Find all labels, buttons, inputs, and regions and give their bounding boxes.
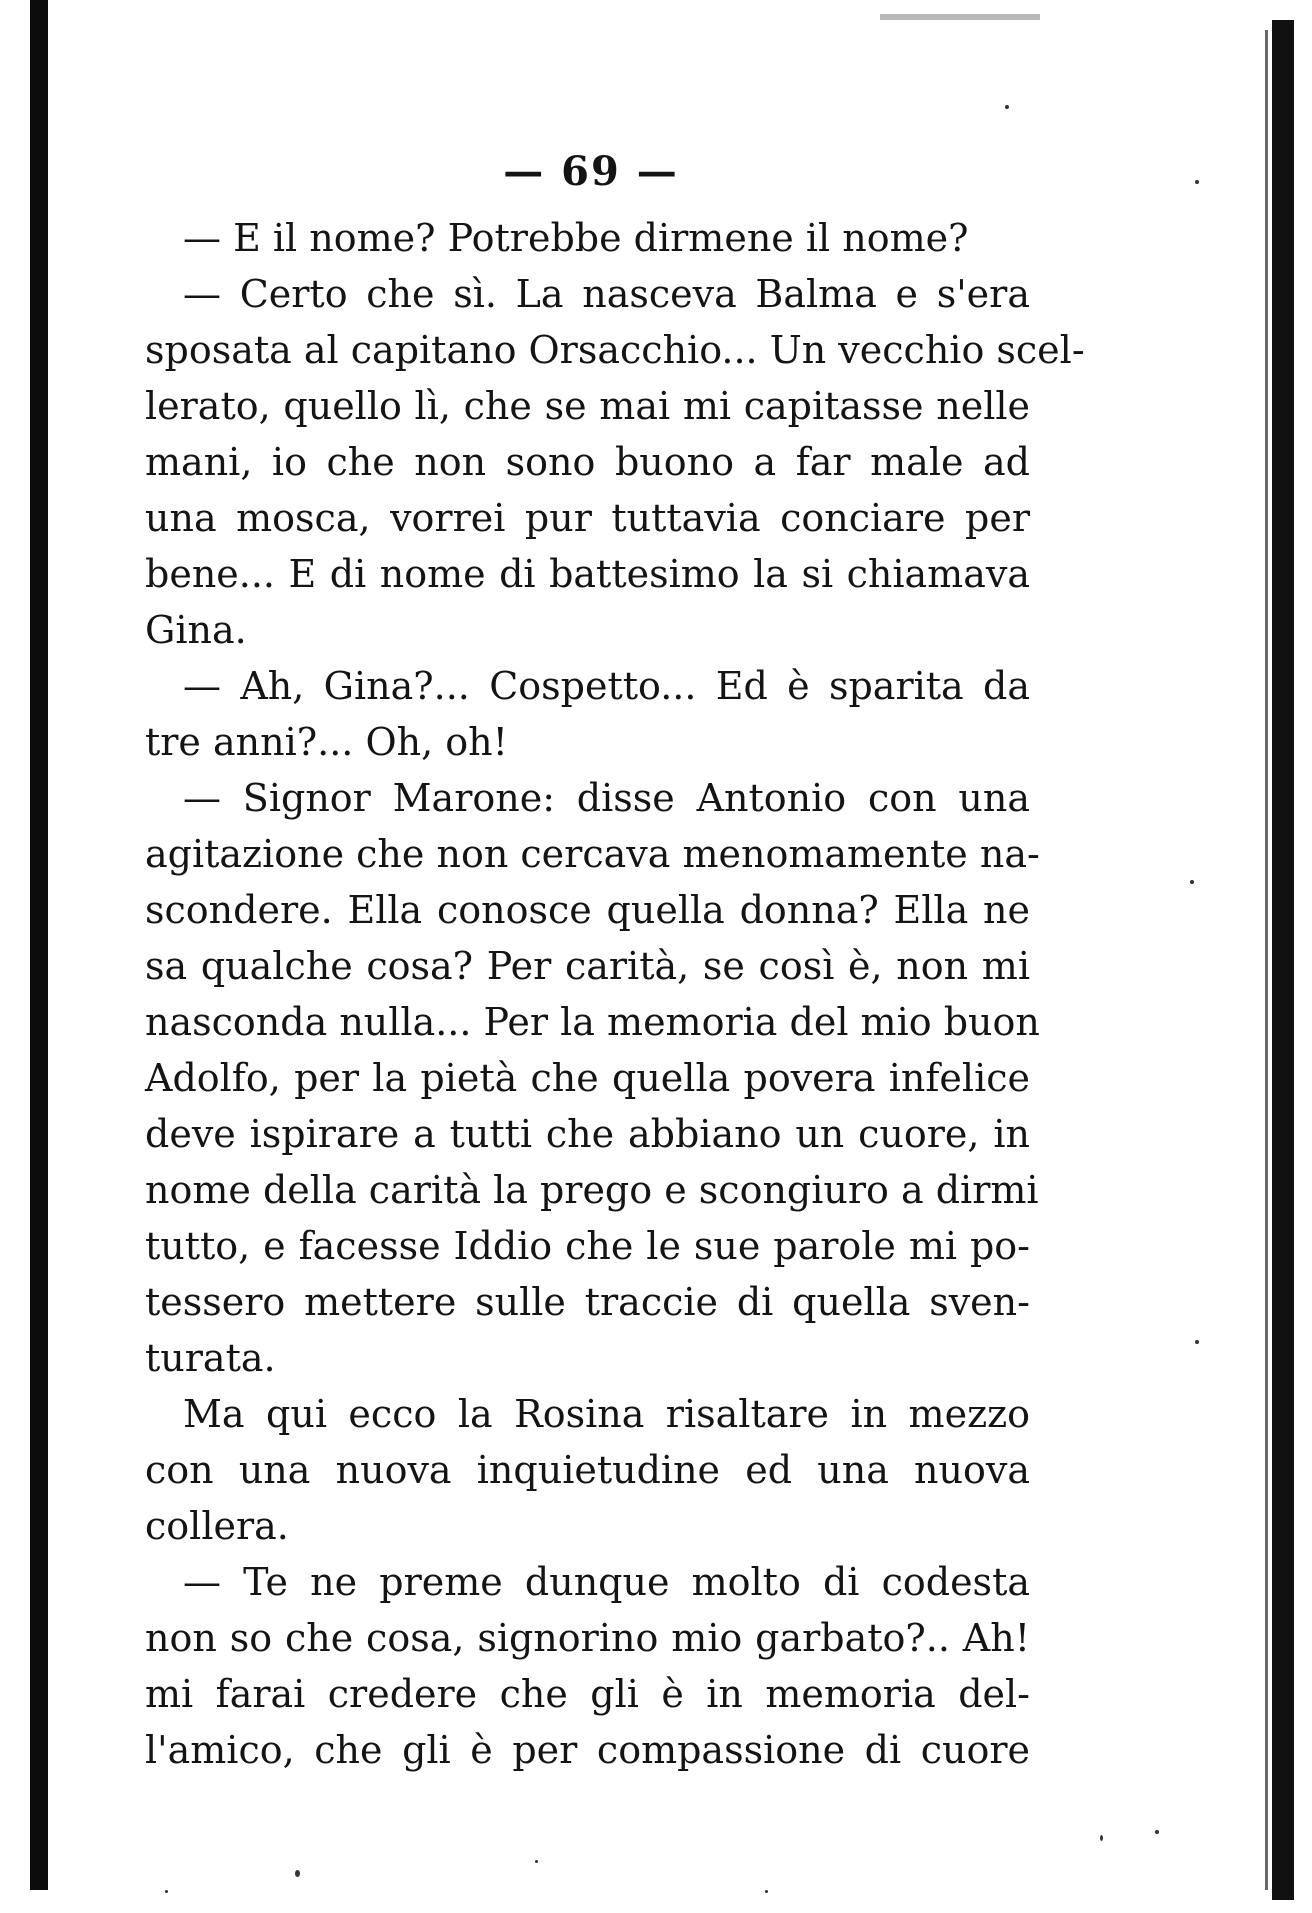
text-line: l'amico, che gli è per compassione di cuore	[145, 1728, 1030, 1772]
page-right-edge-shadow	[1265, 30, 1268, 1890]
text-line: sa qualche cosa? Per carità, se così è, non mi	[145, 944, 1030, 988]
text-line: sposata al capitano Orsacchio... Un vecchio scel-	[145, 328, 1085, 372]
text-line: Ma qui ecco la Rosina risaltare in mezzo	[183, 1392, 1030, 1436]
page-top-smudge	[880, 14, 1040, 20]
text-line: bene... E di nome di battesimo la si chiamava	[145, 552, 1030, 596]
text-line: una mosca, vorrei pur tuttavia conciare per	[145, 496, 1030, 540]
text-line: tessero mettere sulle traccie di quella sven-	[145, 1280, 1030, 1324]
text-line: nome della carità la prego e scongiuro a dirmi	[145, 1168, 1039, 1212]
ink-speck	[1005, 105, 1009, 109]
text-line: Gina.	[145, 608, 247, 652]
text-line: nasconda nulla... Per la memoria del mio buon	[145, 1000, 1040, 1044]
text-line: scondere. Ella conosce quella donna? Ella ne	[145, 888, 1030, 932]
ink-speck	[535, 1860, 538, 1863]
text-line: tutto, e facesse Iddio che le sue parole mi po-	[145, 1224, 1030, 1268]
text-line: agitazione che non cercava menomamente na-	[145, 832, 1040, 876]
text-line: lerato, quello lì, che se mai mi capitasse nelle	[145, 384, 1030, 428]
ink-speck	[1190, 880, 1194, 884]
ink-speck	[765, 1890, 768, 1893]
text-line: deve ispirare a tutti che abbiano un cuore, in	[145, 1112, 1030, 1156]
text-line: mani, io che non sono buono a far male ad	[145, 440, 1030, 484]
text-line: mi farai credere che gli è in memoria del-	[145, 1672, 1030, 1716]
text-line: — Te ne preme dunque molto di codesta	[183, 1560, 1030, 1604]
text-line: collera.	[145, 1504, 289, 1548]
text-line: — Certo che sì. La nasceva Balma e s'era	[183, 272, 1030, 316]
body-text	[145, 210, 1085, 1778]
text-line: turata.	[145, 1336, 276, 1380]
text-line: Adolfo, per la pietà che quella povera infelice	[145, 1056, 1030, 1100]
text-line: — E il nome? Potrebbe dirmene il nome?	[183, 216, 969, 260]
text-line: tre anni?... Oh, oh!	[145, 720, 508, 764]
text-line: — Ah, Gina?... Cospetto... Ed è sparita da	[183, 664, 1030, 708]
ink-speck	[1155, 1830, 1159, 1834]
page-left-edge	[30, 0, 48, 1890]
text-line: con una nuova inquietudine ed una nuova	[145, 1448, 1030, 1492]
page-right-edge	[1272, 20, 1294, 1900]
text-line: — Signor Marone: disse Antonio con una	[183, 776, 1030, 820]
ink-speck	[1195, 1340, 1199, 1344]
ink-speck	[1100, 1835, 1103, 1841]
text-line: non so che cosa, signorino mio garbato?.. Ah!	[145, 1616, 1030, 1660]
ink-speck	[295, 1870, 300, 1877]
page-number: — 69 —	[503, 148, 679, 195]
ink-speck	[165, 1890, 168, 1893]
ink-speck	[1195, 180, 1199, 184]
